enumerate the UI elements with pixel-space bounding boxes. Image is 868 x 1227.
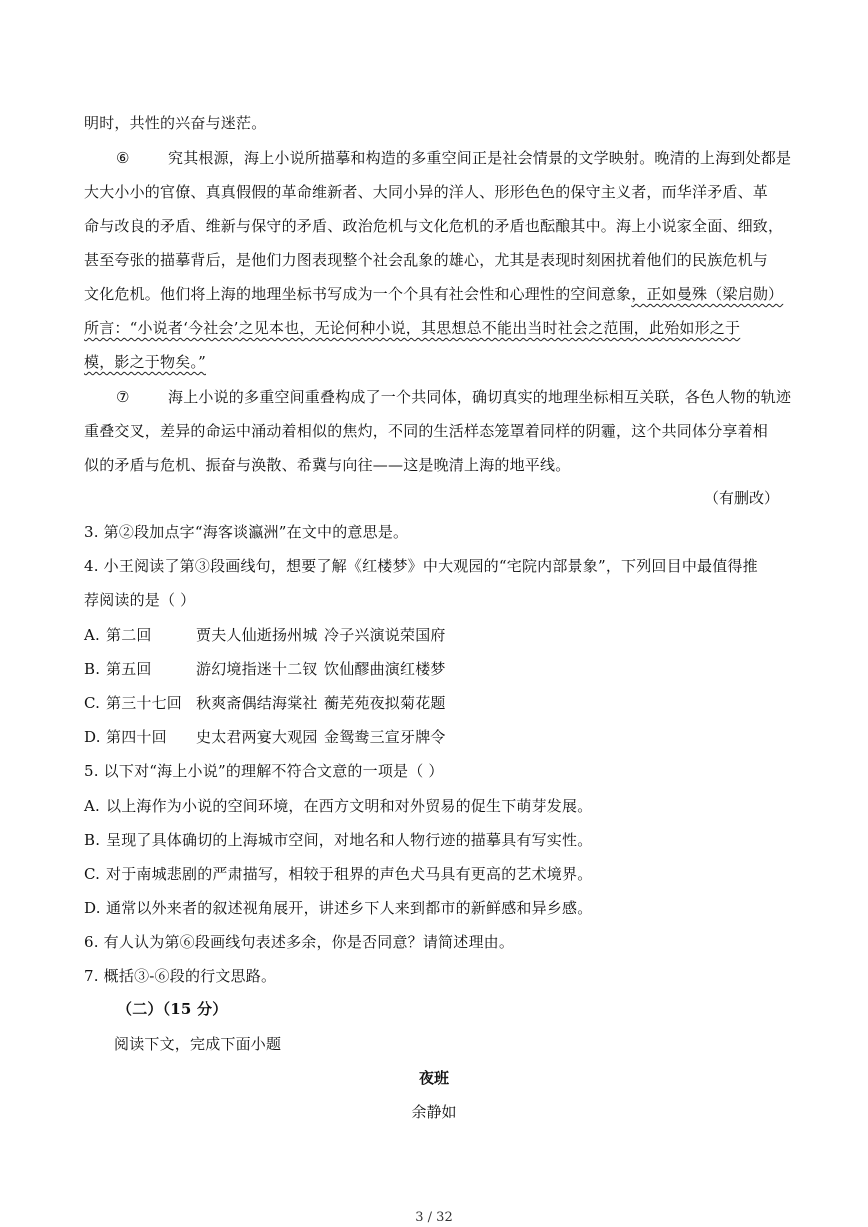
paragraph-number: ⑥ — [116, 149, 130, 167]
option-chapter: 第二回 — [106, 626, 152, 644]
page-number: 3 / 32 — [415, 1210, 453, 1225]
paragraph-6-line-3: 命与改良的矛盾、维新与保守的矛盾、政治危机与文化危机的矛盾也酝酿其中。海上小说家全面、细致， — [84, 217, 784, 235]
option-title-2: 蘅芜苑夜拟菊花题 — [324, 694, 446, 712]
option-letter: C. — [84, 694, 101, 712]
option-text: 对于南城悲剧的严肃描写，相较于租界的声色犬马具有更高的艺术境界。 — [106, 865, 593, 883]
paragraph-text: 文化危机。他们将上海的地理坐标书写成为一个个具有社会性和心理性的空间意象 — [84, 285, 632, 303]
question-5: 5. 以下对“海上小说”的理解不符合文意的一项是（ ） — [84, 762, 444, 780]
paragraph-6-line-2: 大大小小的官僚、真真假假的革命维新者、大同小异的洋人、形形色色的保守主义者，而华洋矛盾、革 — [84, 183, 769, 201]
option-title-2: 饮仙醪曲演红楼梦 — [324, 660, 446, 678]
option-chapter: 第四十回 — [106, 728, 167, 746]
paragraph-text: 究其根源，海上小说所描摹和构造的多重空间正是社会情景的文学映射。晚清的上海到处都是 — [168, 149, 792, 167]
question-4-option-d — [84, 727, 446, 747]
question-6: 6. 有人认为第⑥段画线句表述多余，你是否同意？请简述理由。 — [84, 933, 515, 951]
source-note: （有删改） — [703, 489, 779, 507]
paragraph-6-line-5 — [84, 284, 783, 304]
section-heading: （二）（15 分） — [117, 1000, 228, 1018]
question-5-option-a — [84, 796, 592, 816]
paragraph-number: ⑦ — [116, 388, 130, 406]
underlined-sentence: 模，影之于物矣。” — [84, 353, 206, 371]
option-letter: A. — [84, 797, 101, 815]
question-7: 7. 概括③-⑥段的行文思路。 — [84, 967, 277, 985]
option-letter: B. — [84, 831, 101, 849]
option-text: 通常以外来者的叙述视角展开，讲述乡下人来到都市的新鲜感和异乡感。 — [106, 899, 593, 917]
paragraph-6-line-6 — [84, 318, 740, 338]
paragraph-text: 海上小说的多重空间重叠构成了一个共同体，确切真实的地理坐标相互关联，各色人物的轨迹 — [168, 388, 792, 406]
option-letter: D. — [84, 728, 101, 746]
underlined-sentence: ，正如曼殊（梁启勋） — [631, 285, 784, 303]
story-author: 余静如 — [411, 1103, 457, 1121]
option-title-1: 贾夫人仙逝扬州城 — [196, 626, 318, 644]
question-5-option-b — [84, 830, 592, 850]
text-line: 明时，共性的兴奋与迷茫。 — [84, 114, 267, 132]
story-title: 夜班 — [418, 1069, 449, 1087]
section-instruction: 阅读下文，完成下面小题 — [114, 1035, 282, 1053]
option-title-1: 游幻境指迷十二钗 — [196, 660, 318, 678]
option-letter: B. — [84, 660, 101, 678]
paragraph-7-line-2: 重叠交叉，差异的命运中涌动着相似的焦灼，不同的生活样态笼罩着同样的阴霾，这个共同体分享着相 — [84, 422, 769, 440]
paragraph-7-line-1 — [116, 387, 791, 407]
question-4-option-b — [84, 659, 446, 679]
option-letter: A. — [84, 626, 101, 644]
question-3: 3. 第②段加点字“海客谈瀛洲”在文中的意思是。 — [84, 523, 409, 541]
option-title-1: 秋爽斋偶结海棠社 — [196, 694, 318, 712]
option-chapter: 第三十七回 — [106, 694, 183, 712]
option-letter: C. — [84, 865, 101, 883]
option-letter: D. — [84, 899, 101, 917]
paragraph-6-line-7 — [84, 352, 206, 372]
option-text: 以上海作为小说的空间环境，在西方文明和对外贸易的促生下萌芽发展。 — [106, 797, 593, 815]
underlined-sentence: 所言：“小说者‘今社会’之见本也，无论何种小说，其思想总不能出当时社会之范围，此殆如形之于 — [84, 319, 741, 337]
paragraph-7-line-3: 似的矛盾与危机、振奋与涣散、希冀与向往——这是晚清上海的地平线。 — [84, 456, 571, 474]
question-5-option-d — [84, 898, 592, 918]
question-5-option-c — [84, 864, 592, 884]
question-4-option-a — [84, 625, 446, 645]
option-text: 呈现了具体确切的上海城市空间，对地名和人物行迹的描摹具有写实性。 — [106, 831, 593, 849]
option-title-2: 金鸳鸯三宣牙牌令 — [324, 728, 446, 746]
question-4-option-c — [84, 693, 446, 713]
question-4-line-2: 荐阅读的是（ ） — [84, 591, 196, 609]
question-4-line-1: 4. 小王阅读了第③段画线句，想要了解《红楼梦》中大观园的“宅院内部景象”，下列回目中最值得推 — [84, 557, 758, 575]
option-title-2: 冷子兴演说荣国府 — [324, 626, 446, 644]
option-title-1: 史太君两宴大观园 — [196, 728, 318, 746]
paragraph-6-line-4: 甚至夸张的描摹背后，是他们力图表现整个社会乱象的雄心，尤其是表现时刻困扰着他们的民族危机与 — [84, 251, 769, 269]
paragraph-6-line-1 — [116, 148, 791, 168]
option-chapter: 第五回 — [106, 660, 152, 678]
